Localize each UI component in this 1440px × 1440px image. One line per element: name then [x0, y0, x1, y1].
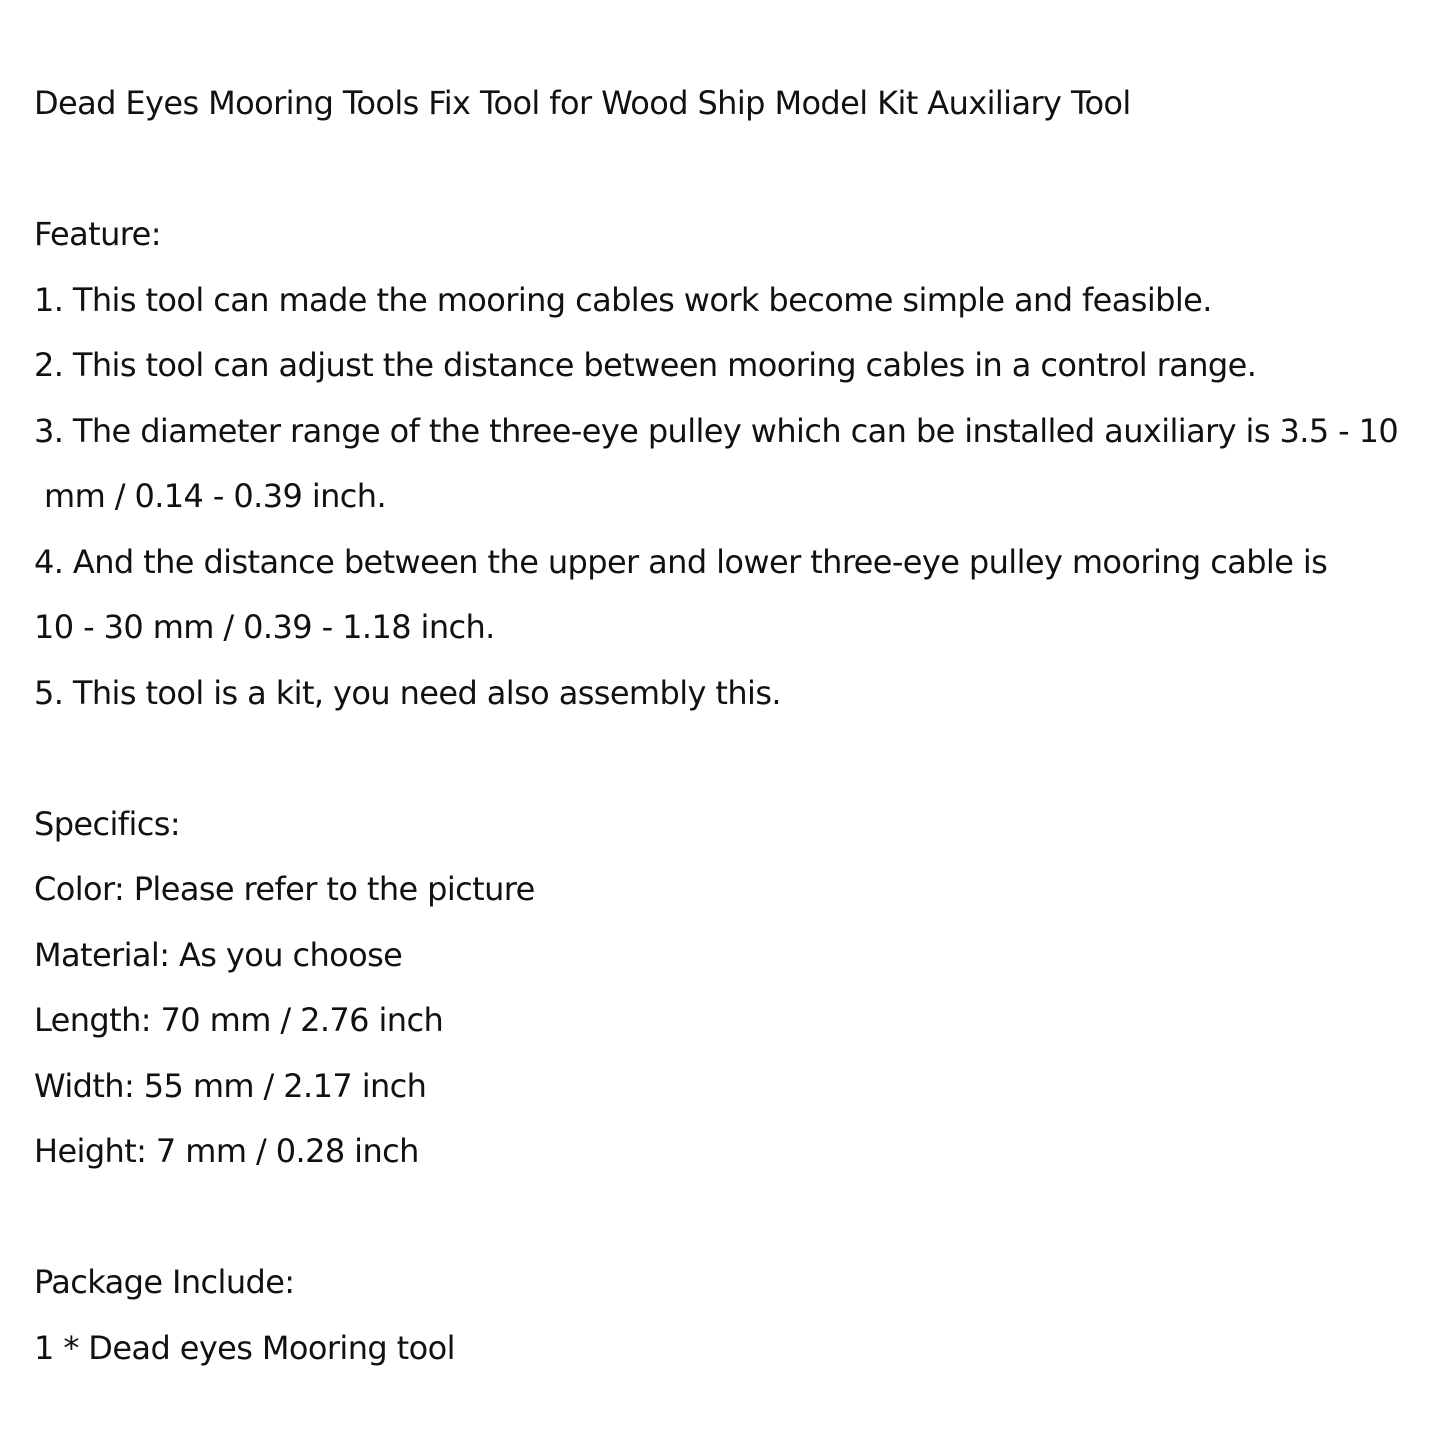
feature-item-4: 4. And the distance between the upper and lower three-eye pulley mooring cable is	[34, 542, 1328, 581]
feature-item-2: 2. This tool can adjust the distance between mooring cables in a control range.	[34, 346, 1257, 384]
package-item-1: 1 * Dead eyes Mooring tool	[34, 1328, 455, 1367]
spec-color: Color: Please refer to the picture	[34, 870, 535, 908]
spec-width: Width: 55 mm / 2.17 inch	[34, 1066, 427, 1105]
feature-item-4-continued: 10 - 30 mm / 0.39 - 1.18 inch.	[34, 608, 495, 646]
feature-item-5: 5. This tool is a kit, you need also assembly this.	[34, 673, 781, 712]
spacer	[34, 726, 1424, 792]
specifics-heading: Specifics:	[34, 804, 181, 843]
spec-length: Length: 70 mm / 2.76 inch	[34, 1001, 444, 1039]
feature-heading: Feature:	[34, 215, 161, 253]
spec-material: Material: As you choose	[34, 935, 403, 974]
spacer	[34, 1185, 1424, 1251]
spacer	[34, 137, 1424, 203]
feature-item-3-continued: mm / 0.14 - 0.39 inch.	[44, 477, 387, 515]
feature-item-3: 3. The diameter range of the three-eye pulley which can be installed auxiliary is 3.5 - 10	[34, 411, 1399, 450]
feature-item-1: 1. This tool can made the mooring cables work become simple and feasible.	[34, 280, 1212, 319]
package-heading: Package Include:	[34, 1263, 295, 1301]
product-description	[34, 71, 1424, 1381]
product-title: Dead Eyes Mooring Tools Fix Tool for Wood Ship Model Kit Auxiliary Tool	[34, 84, 1131, 122]
spec-height: Height: 7 mm / 0.28 inch	[34, 1132, 419, 1170]
